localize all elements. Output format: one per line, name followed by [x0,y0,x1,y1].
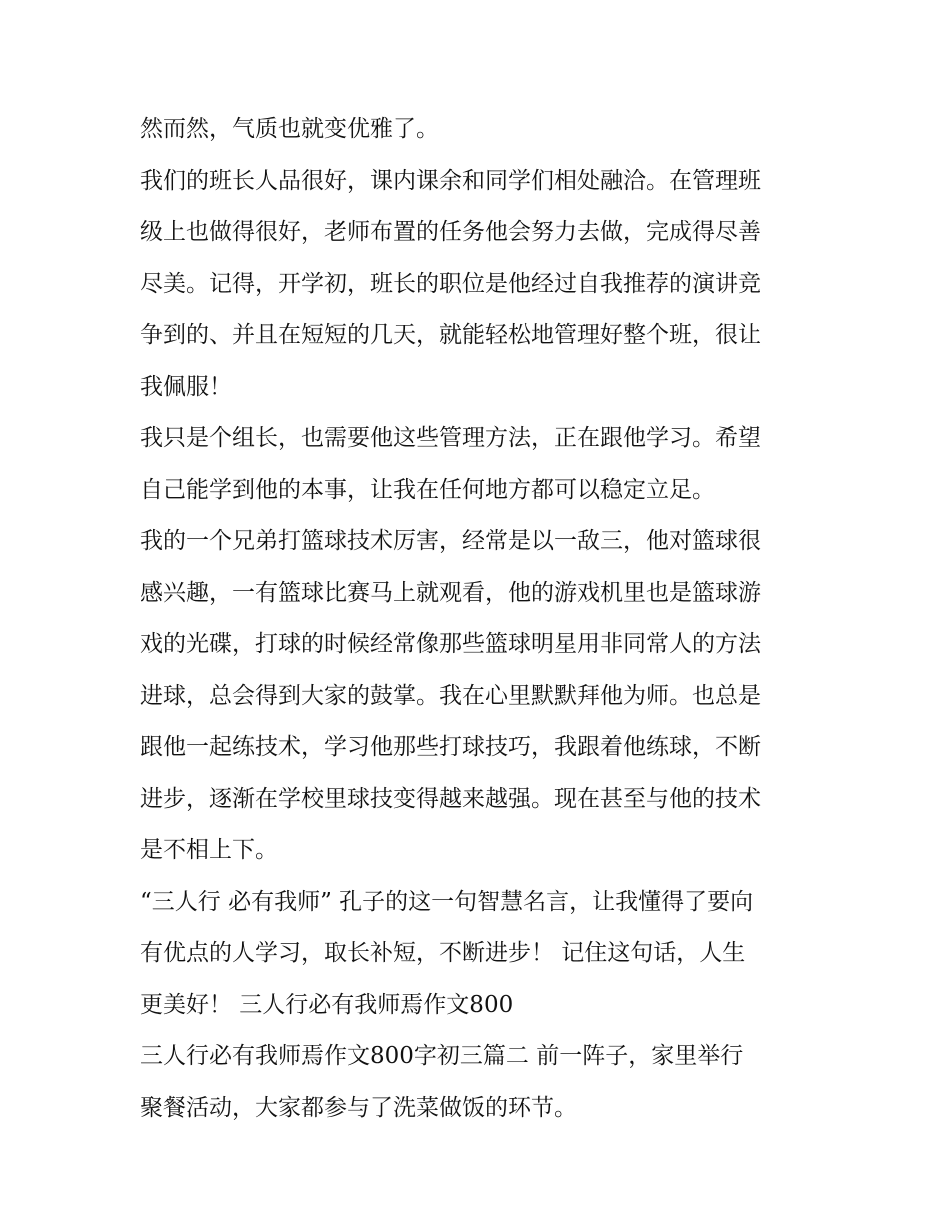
text-line: 我们的班长人品很好，课内课余和同学们相处融洽。在管理班 [140,167,761,194]
text-line: “三人行 必有我师” 孔子的这一句智慧名言，让我懂得了要向 [140,888,754,915]
text-line: 我佩服！ [140,373,232,400]
text-line: 有优点的人学习，取长补短，不断进步！ 记住这句话，人生 [140,940,746,966]
text-line: 我只是个组长，也需要他这些管理方法，正在跟他学习。希望 [140,425,761,451]
text-line: 我的一个兄弟打篮球技术厉害，经常是以一敌三，他对篮球很 [140,528,761,554]
text-line: 进球，总会得到大家的鼓掌。我在心里默默拜他为师。也总是 [140,682,761,709]
essay-text [140,104,820,1134]
text-line: 戏的光碟，打球的时候经常像那些篮球明星用非同常人的方法 [140,631,761,657]
text-line: 尽美。记得，开学初，班长的职位是他经过自我推荐的演讲竞 [140,270,761,297]
text-line: 然而然，气质也就变优雅了。 [140,116,439,142]
text-line: 三人行必有我师焉作文800字初三篇二 前一阵子，家里举行 [140,1043,744,1069]
text-line: 争到的、并且在短短的几天，就能轻松地管理好整个班，很让 [140,322,761,348]
text-line: 进步，逐渐在学校里球技变得越来越强。现在甚至与他的技术 [140,785,761,812]
text-line: 是不相上下。 [140,837,278,863]
text-line: 聚餐活动，大家都参与了洗菜做饭的环节。 [140,1094,577,1121]
text-line: 更美好！ 三人行必有我师焉作文800 [140,991,514,1018]
text-line: 级上也做得很好，老师布置的任务他会努力去做，完成得尽善 [140,219,761,245]
text-line: 感兴趣，一有篮球比赛马上就观看，他的游戏机里也是篮球游 [140,579,761,606]
text-line: 跟他一起练技术，学习他那些打球技巧，我跟着他练球，不断 [140,734,761,760]
text-line: 自己能学到他的本事，让我在任何地方都可以稳定立足。 [140,476,715,503]
